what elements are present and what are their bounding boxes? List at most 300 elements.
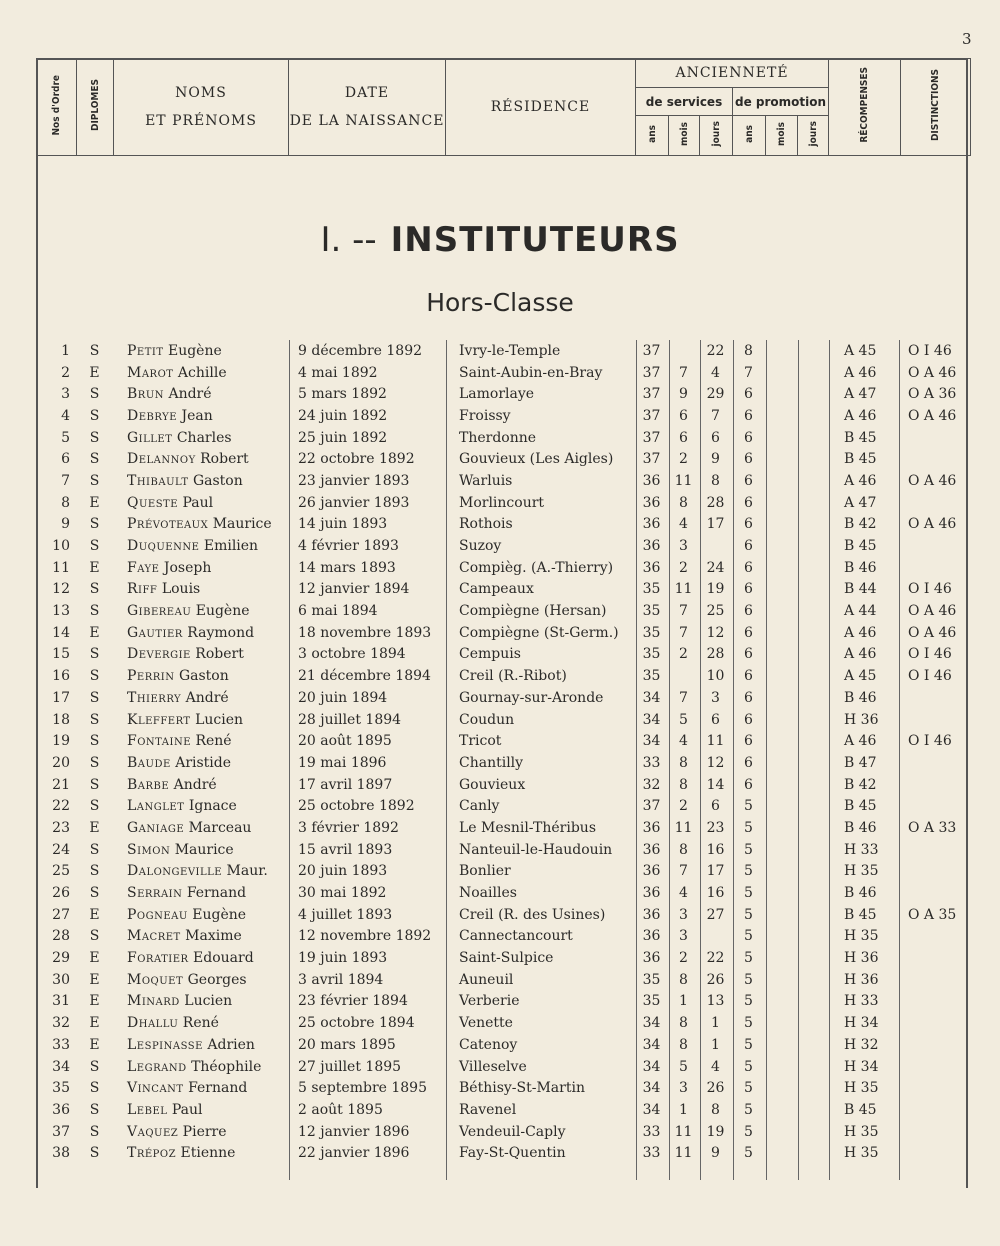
row-service-days: 8: [711, 1101, 720, 1118]
row-promotion-months: [765, 600, 797, 622]
row-number: 30: [52, 971, 70, 988]
row-birth-date: 15 avril 1893: [298, 841, 393, 858]
row-promotion-months: [765, 752, 797, 774]
row-first-name: Ignace: [188, 798, 237, 815]
row-award: H 35: [844, 1145, 879, 1162]
row-last-name: Gibereau: [127, 603, 192, 620]
row-distinction: [900, 448, 970, 470]
row-service-years: 36: [642, 841, 661, 858]
row-last-name: Macret: [127, 928, 181, 945]
row-residence: Suzoy: [459, 538, 502, 555]
row-service-months: 7: [679, 863, 688, 880]
row-service-months: 2: [679, 451, 688, 468]
row-promotion-days: [797, 665, 828, 687]
row-name: [113, 969, 288, 991]
row-first-name: Eugène: [167, 342, 222, 359]
section-title: [0, 220, 1000, 260]
row-promotion-days: [797, 470, 828, 492]
row-residence: Le Mesnil-Théribus: [459, 819, 597, 836]
row-award: B 44: [844, 581, 877, 598]
row-promotion-days: [797, 1034, 828, 1056]
row-promotion-years: 5: [744, 1080, 753, 1097]
row-service-days: 28: [706, 646, 725, 663]
row-last-name: Fontaine: [127, 733, 192, 750]
table-row: [36, 991, 970, 1013]
row-number: 16: [52, 668, 70, 685]
row-residence: Chantilly: [459, 754, 524, 771]
row-last-name: Pogneau: [127, 906, 188, 923]
row-promotion-days: [797, 926, 828, 948]
row-number: 29: [52, 950, 70, 967]
row-service-days: 27: [706, 906, 725, 923]
row-diploma: S: [89, 538, 100, 555]
section-number: I. --: [320, 220, 377, 260]
row-promotion-years: 6: [744, 668, 753, 685]
row-last-name: Riff: [127, 581, 158, 598]
row-diploma: S: [89, 754, 100, 771]
row-number: 22: [52, 798, 70, 815]
table-row: [36, 904, 970, 926]
row-service-days: 3: [711, 689, 720, 706]
row-diploma: E: [89, 364, 100, 381]
row-promotion-years: 6: [744, 581, 753, 598]
table-row: [36, 947, 970, 969]
row-distinction: [900, 1077, 970, 1099]
row-award: H 35: [844, 928, 879, 945]
row-first-name: Adrien: [207, 1036, 255, 1053]
row-name: [113, 795, 288, 817]
row-service-years: 37: [642, 364, 661, 381]
row-last-name: Baude: [127, 754, 171, 771]
table-row: [36, 969, 970, 991]
row-diploma: S: [89, 711, 100, 728]
row-residence: Nanteuil-le-Haudouin: [459, 841, 613, 858]
row-service-years: 37: [642, 342, 661, 359]
row-promotion-months: [765, 448, 797, 470]
row-number: 25: [52, 863, 70, 880]
row-name: [113, 904, 288, 926]
row-award: A 47: [844, 386, 877, 403]
row-birth-date: 20 août 1895: [298, 733, 392, 750]
row-service-months: 8: [679, 776, 688, 793]
row-residence: Morlincourt: [459, 494, 545, 511]
row-last-name: Vaquez: [127, 1123, 179, 1140]
table-row: [36, 1121, 970, 1143]
row-promotion-days: [797, 752, 828, 774]
row-promotion-days: [797, 600, 828, 622]
row-service-years: 34: [642, 689, 661, 706]
row-name: [113, 514, 288, 536]
row-promotion-years: 6: [744, 624, 753, 641]
row-service-months: 3: [679, 538, 688, 555]
table-row: [36, 752, 970, 774]
row-service-years: 36: [642, 928, 661, 945]
row-diploma: E: [89, 1015, 100, 1032]
row-service-years: 34: [642, 1080, 661, 1097]
row-award: H 33: [844, 841, 879, 858]
table-row: [36, 795, 970, 817]
row-service-days: 9: [711, 451, 720, 468]
row-distinction: [900, 427, 970, 449]
row-promotion-months: [765, 383, 797, 405]
row-service-years: 35: [642, 668, 661, 685]
header-services: de services: [636, 88, 733, 116]
row-residence: Gouvieux (Les Aigles): [459, 451, 614, 468]
row-distinction: [900, 1099, 970, 1121]
row-promotion-months: [765, 1142, 797, 1164]
page-number: 3: [962, 30, 972, 48]
row-name: [113, 362, 288, 384]
row-name: [113, 709, 288, 731]
row-service-years: 36: [642, 950, 661, 967]
row-number: 23: [52, 819, 70, 836]
row-diploma: S: [89, 1080, 100, 1097]
row-service-days: 10: [706, 668, 725, 685]
row-service-days: 17: [706, 863, 725, 880]
row-birth-date: 18 novembre 1893: [298, 624, 432, 641]
row-distinction: O I 46: [908, 733, 952, 750]
row-first-name: Maurice: [212, 516, 272, 533]
row-last-name: Gautier: [127, 624, 183, 641]
row-promotion-days: [797, 730, 828, 752]
row-service-months: 2: [679, 646, 688, 663]
row-birth-date: 6 mai 1894: [298, 603, 378, 620]
row-diploma: E: [89, 1036, 100, 1053]
row-last-name: Langlet: [127, 798, 185, 815]
row-promotion-days: [797, 1121, 828, 1143]
row-award: A 45: [844, 342, 877, 359]
row-birth-date: 12 janvier 1894: [298, 581, 410, 598]
row-service-years: 35: [642, 581, 661, 598]
row-diploma: S: [89, 689, 100, 706]
table-row: [36, 926, 970, 948]
row-distinction: O I 46: [908, 581, 952, 598]
row-service-days: 22: [706, 950, 725, 967]
row-service-months: 6: [679, 407, 688, 424]
row-promotion-days: [797, 622, 828, 644]
table-row: [36, 839, 970, 861]
table-row: [36, 405, 970, 427]
row-award: H 35: [844, 1123, 879, 1140]
row-service-days: 16: [706, 885, 725, 902]
row-distinction: O A 46: [908, 624, 957, 641]
row-name: [113, 340, 288, 362]
row-number: 8: [61, 494, 70, 511]
row-first-name: Aristide: [175, 754, 232, 771]
row-last-name: Serrain: [127, 885, 183, 902]
row-award: A 46: [844, 407, 877, 424]
table-row: [36, 1034, 970, 1056]
row-service-years: 35: [642, 646, 661, 663]
table-row: [36, 774, 970, 796]
row-service-days: 13: [706, 993, 725, 1010]
row-service-days: 9: [711, 1145, 720, 1162]
row-name: [113, 535, 288, 557]
row-number: 13: [52, 603, 70, 620]
row-service-months: [668, 340, 699, 362]
row-last-name: Trépoz: [127, 1145, 177, 1162]
row-promotion-days: [797, 774, 828, 796]
row-service-years: 35: [642, 993, 661, 1010]
row-last-name: Foratier: [127, 950, 189, 967]
row-last-name: Ganiage: [127, 819, 185, 836]
row-service-days: 17: [706, 516, 725, 533]
row-promotion-days: [797, 817, 828, 839]
row-award: B 45: [844, 906, 877, 923]
row-first-name: Lucien: [184, 993, 233, 1010]
row-service-years: 35: [642, 624, 661, 641]
row-residence: Therdonne: [459, 429, 537, 446]
row-promotion-years: 5: [744, 1145, 753, 1162]
row-service-days: 28: [706, 494, 725, 511]
table-row: [36, 687, 970, 709]
row-promotion-days: [797, 861, 828, 883]
table-row: [36, 1099, 970, 1121]
row-residence: Ivry-le-Temple: [459, 342, 561, 359]
row-number: 20: [52, 754, 70, 771]
row-distinction: [900, 535, 970, 557]
row-service-days: 1: [711, 1015, 720, 1032]
row-residence: Froissy: [459, 407, 511, 424]
row-service-years: 35: [642, 603, 661, 620]
row-service-months: 8: [679, 971, 688, 988]
table-row: [36, 1012, 970, 1034]
table-row: [36, 665, 970, 687]
row-residence: Catenoy: [459, 1036, 518, 1053]
row-service-years: 34: [642, 1101, 661, 1118]
row-residence: Gouvieux: [459, 776, 526, 793]
row-award: B 42: [844, 516, 877, 533]
row-service-months: [668, 665, 699, 687]
row-service-years: 34: [642, 1036, 661, 1053]
row-promotion-years: 6: [744, 451, 753, 468]
row-name: [113, 644, 288, 666]
row-award: H 36: [844, 711, 879, 728]
row-promotion-days: [797, 795, 828, 817]
row-birth-date: 3 février 1892: [298, 819, 399, 836]
row-birth-date: 30 mai 1892: [298, 885, 387, 902]
row-first-name: Louis: [161, 581, 201, 598]
row-service-years: 36: [642, 885, 661, 902]
row-distinction: [900, 492, 970, 514]
row-diploma: S: [89, 928, 100, 945]
row-birth-date: 3 avril 1894: [298, 971, 384, 988]
row-service-months: 11: [674, 819, 693, 836]
row-diploma: S: [89, 1123, 100, 1140]
row-diploma: E: [89, 494, 100, 511]
row-first-name: Pierre: [182, 1123, 227, 1140]
row-distinction: [900, 752, 970, 774]
row-first-name: Etienne: [180, 1145, 236, 1162]
row-promotion-years: 5: [744, 1058, 753, 1075]
row-name: [113, 492, 288, 514]
table-row: [36, 427, 970, 449]
row-first-name: Marceau: [188, 819, 252, 836]
row-first-name: René: [195, 733, 232, 750]
row-name: [113, 665, 288, 687]
row-service-years: 36: [642, 472, 661, 489]
row-last-name: Lebel: [127, 1101, 168, 1118]
row-promotion-years: 5: [744, 819, 753, 836]
row-last-name: Duquenne: [127, 538, 200, 555]
row-promotion-days: [797, 1142, 828, 1164]
row-service-days: 19: [706, 1123, 725, 1140]
row-first-name: André: [173, 776, 217, 793]
row-service-years: 37: [642, 798, 661, 815]
row-last-name: Devergie: [127, 646, 191, 663]
row-diploma: E: [89, 993, 100, 1010]
row-service-months: 8: [679, 494, 688, 511]
row-promotion-years: 6: [744, 711, 753, 728]
row-promotion-months: [765, 687, 797, 709]
row-service-years: 36: [642, 906, 661, 923]
row-name: [113, 1077, 288, 1099]
row-name: [113, 1099, 288, 1121]
row-award: A 47: [844, 494, 877, 511]
table-row: [36, 535, 970, 557]
row-service-years: 33: [642, 1145, 661, 1162]
row-distinction: O A 46: [908, 603, 957, 620]
row-service-days: 19: [706, 581, 725, 598]
row-name: [113, 383, 288, 405]
row-promotion-months: [765, 991, 797, 1013]
row-promotion-years: 7: [744, 364, 753, 381]
row-residence: Compiègne (Hersan): [459, 603, 607, 620]
row-birth-date: 4 mai 1892: [298, 364, 378, 381]
row-last-name: Kleffert: [127, 711, 191, 728]
row-promotion-years: 6: [744, 646, 753, 663]
row-service-months: 7: [679, 603, 688, 620]
table-row: [36, 1142, 970, 1164]
row-diploma: S: [89, 516, 100, 533]
table-row: [36, 470, 970, 492]
row-service-months: 11: [674, 581, 693, 598]
row-promotion-years: 6: [744, 559, 753, 576]
row-service-days: 4: [711, 1058, 720, 1075]
row-diploma: E: [89, 819, 100, 836]
row-service-months: 1: [679, 993, 688, 1010]
row-promotion-months: [765, 795, 797, 817]
row-distinction: [900, 1056, 970, 1078]
row-service-months: 6: [679, 429, 688, 446]
row-diploma: S: [89, 798, 100, 815]
row-birth-date: 22 janvier 1896: [298, 1145, 410, 1162]
row-number: 12: [52, 581, 70, 598]
row-birth-date: 28 juillet 1894: [298, 711, 402, 728]
row-last-name: Thibault: [127, 472, 189, 489]
row-residence: Coudun: [459, 711, 515, 728]
row-promotion-years: 5: [744, 971, 753, 988]
row-last-name: Legrand: [127, 1058, 187, 1075]
row-residence: Tricot: [459, 733, 502, 750]
row-name: [113, 1056, 288, 1078]
header-promotion: de promotion: [733, 88, 829, 116]
row-promotion-months: [765, 362, 797, 384]
row-award: A 46: [844, 364, 877, 381]
row-birth-date: 25 octobre 1892: [298, 798, 415, 815]
row-service-days: 26: [706, 1080, 725, 1097]
row-promotion-years: 5: [744, 928, 753, 945]
row-distinction: O A 46: [908, 364, 957, 381]
row-service-days: 6: [711, 798, 720, 815]
row-distinction: O A 46: [908, 407, 957, 424]
section-title-text: INSTITUTEURS: [390, 220, 680, 260]
row-service-years: 34: [642, 733, 661, 750]
row-last-name: Gillet: [127, 429, 173, 446]
row-birth-date: 19 mai 1896: [298, 754, 387, 771]
row-service-days: 7: [711, 407, 720, 424]
row-service-years: 33: [642, 754, 661, 771]
row-name: [113, 991, 288, 1013]
row-promotion-days: [797, 362, 828, 384]
row-promotion-years: 5: [744, 906, 753, 923]
row-birth-date: 26 janvier 1893: [298, 494, 410, 511]
table-row: [36, 622, 970, 644]
row-first-name: Paul: [171, 1101, 203, 1118]
row-service-months: 8: [679, 754, 688, 771]
row-distinction: O I 46: [908, 342, 952, 359]
row-birth-date: 23 février 1894: [298, 993, 408, 1010]
row-first-name: Robert: [200, 451, 249, 468]
row-residence: Gournay-sur-Aronde: [459, 689, 604, 706]
row-award: B 46: [844, 689, 877, 706]
row-award: A 46: [844, 733, 877, 750]
table-row: [36, 730, 970, 752]
row-diploma: E: [89, 559, 100, 576]
row-birth-date: 12 novembre 1892: [298, 928, 432, 945]
row-diploma: S: [89, 733, 100, 750]
row-birth-date: 17 avril 1897: [298, 776, 393, 793]
row-distinction: [900, 926, 970, 948]
row-first-name: Gaston: [178, 668, 229, 685]
row-award: B 47: [844, 754, 877, 771]
row-diploma: S: [89, 841, 100, 858]
table-row: [36, 362, 970, 384]
row-service-months: 11: [674, 1145, 693, 1162]
row-promotion-months: [765, 405, 797, 427]
row-promotion-years: 5: [744, 885, 753, 902]
row-last-name: Brun: [127, 386, 164, 403]
row-promotion-months: [765, 492, 797, 514]
row-service-months: 7: [679, 624, 688, 641]
row-service-days: 11: [706, 733, 725, 750]
row-distinction: [900, 839, 970, 861]
row-service-years: 37: [642, 386, 661, 403]
row-award: H 33: [844, 993, 879, 1010]
row-number: 7: [61, 472, 70, 489]
row-name: [113, 427, 288, 449]
row-number: 6: [61, 451, 70, 468]
row-number: 38: [52, 1145, 70, 1162]
row-distinction: [900, 991, 970, 1013]
row-diploma: S: [89, 646, 100, 663]
row-birth-date: 25 octobre 1894: [298, 1015, 415, 1032]
row-diploma: S: [89, 863, 100, 880]
table-row: [36, 448, 970, 470]
row-distinction: [900, 1034, 970, 1056]
row-service-months: 4: [679, 733, 688, 750]
row-birth-date: 14 mars 1893: [298, 559, 396, 576]
row-number: 37: [52, 1123, 70, 1140]
row-service-days: 26: [706, 971, 725, 988]
row-award: B 46: [844, 559, 877, 576]
row-service-years: 35: [642, 971, 661, 988]
row-residence: Cempuis: [459, 646, 521, 663]
row-residence: Saint-Aubin-en-Bray: [459, 364, 603, 381]
row-promotion-days: [797, 991, 828, 1013]
header-residence: RÉSIDENCE: [446, 59, 636, 156]
row-residence: Campeaux: [459, 581, 534, 598]
